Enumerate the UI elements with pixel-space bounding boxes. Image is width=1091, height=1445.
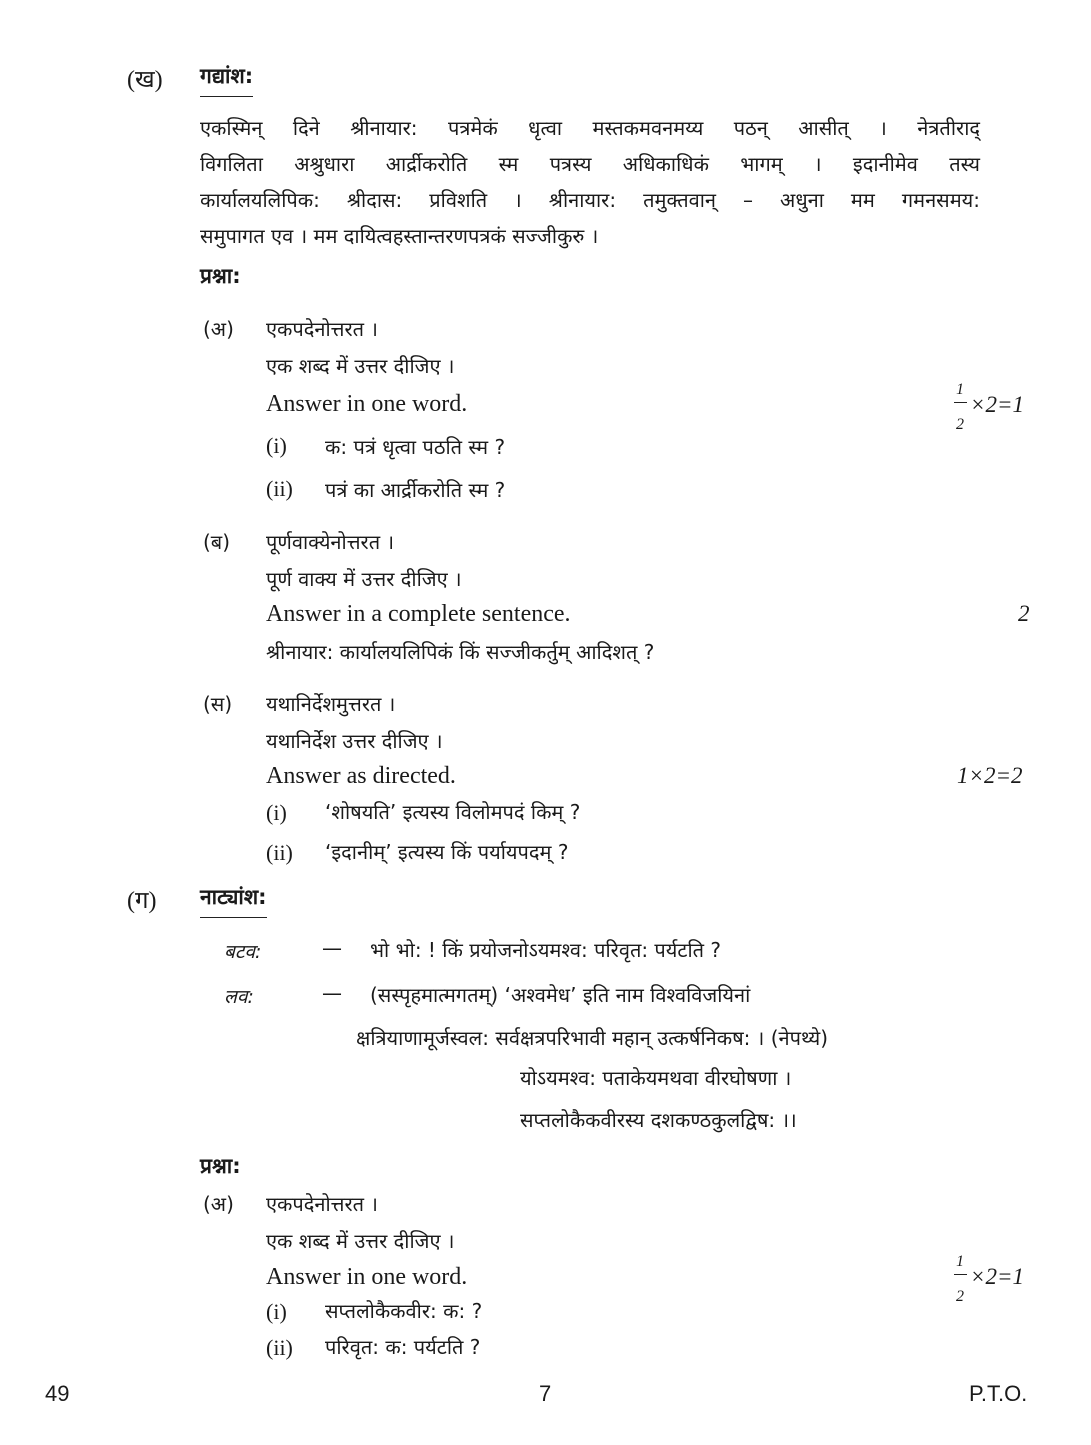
question-item: ‘शोषयति’ इत्यस्य विलोमपदं किम् ? [325, 800, 581, 824]
item-number: (ii) [266, 1335, 293, 1360]
dialogue-dash: — [322, 936, 342, 960]
item-number: (ii) [266, 476, 293, 501]
question-label-b: (ब) [203, 530, 231, 554]
gadyansh-paragraph [200, 110, 980, 254]
instruction-english: Answer in one word. [266, 1264, 468, 1290]
marks-value: 1×2=2 [957, 763, 1023, 788]
instruction-hindi: यथानिर्देश उत्तर दीजिए । [266, 729, 443, 753]
question-label-a: (अ) [203, 317, 234, 341]
question-item: परिवृत: क: पर्यटति ? [325, 1335, 481, 1359]
section-heading-gadyansh: गद्यांश: [200, 62, 253, 97]
speaker-batava: बटव: [224, 941, 262, 963]
paragraph-line: विगलिता अश्रुधारा आर्द्रीकरोति स्म पत्रस्य अधिकाधिकं भागम् । इदानीमेव तस्य [200, 152, 980, 176]
instruction-hindi: एक शब्द में उत्तर दीजिए । [266, 354, 455, 378]
dialogue-line: (सस्पृहमात्मगतम्) ‘अश्वमेध’ इति नाम विश्वविजयिनां [370, 983, 751, 1007]
instruction-sanskrit: एकपदेनोत्तरत । [266, 317, 379, 341]
paper-code: 49 [45, 1381, 70, 1406]
questions-label: प्रश्ना: [200, 264, 241, 288]
item-number: (i) [266, 1299, 287, 1324]
marks-value: 2 [1018, 601, 1030, 626]
fraction-bar [954, 1274, 967, 1275]
marks-denominator: 2 [956, 416, 964, 433]
section-heading-natyansh: नाट्यांश: [200, 883, 267, 918]
fraction-bar [954, 402, 967, 403]
marks-denominator: 2 [956, 1288, 964, 1305]
speaker-lava: लव: [224, 986, 254, 1008]
marks-multiplier: ×2=1 [970, 392, 1025, 417]
verse-line: सप्तलोकैकवीरस्य दशकण्ठकुलद्विष: ।। [520, 1108, 797, 1132]
instruction-sanskrit: एकपदेनोत्तरत । [266, 1192, 379, 1216]
instruction-hindi: एक शब्द में उत्तर दीजिए । [266, 1229, 455, 1253]
dialogue-line: भो भो: ! किं प्रयोजनोऽयमश्व: परिवृत: पर्यटति ? [370, 938, 722, 962]
verse-line: योऽयमश्व: पताकेयमथवा वीरघोषणा । [520, 1066, 792, 1090]
pto-label: P.T.O. [969, 1381, 1028, 1406]
paragraph-line: समुपागत एव । मम दायित्वहस्तान्तरणपत्रकं सज्जीकुरु । [200, 224, 599, 248]
marks-numerator: 1 [956, 1253, 964, 1270]
question-item: सप्तलोकैकवीर: क: ? [325, 1299, 483, 1323]
section-label-ga: (ग) [127, 888, 157, 914]
item-number: (i) [266, 800, 287, 825]
question-label-c: (स) [203, 692, 233, 716]
dialogue-dash: — [322, 981, 342, 1005]
question-item: ‘इदानीम्’ इत्यस्य किं पर्यायपदम् ? [325, 840, 569, 864]
marks-numerator: 1 [956, 381, 964, 398]
paragraph-line: कार्यालयलिपिक: श्रीदास: प्रविशति । श्रीनायार: तमुक्तवान् – अधुना मम गमनसमय: [200, 188, 980, 212]
instruction-english: Answer as directed. [266, 763, 456, 789]
instruction-sanskrit: यथानिर्देशमुत्तरत । [266, 692, 396, 716]
item-number: (ii) [266, 840, 293, 865]
instruction-hindi: पूर्ण वाक्य में उत्तर दीजिए । [266, 567, 462, 591]
question-item: क: पत्रं धृत्वा पठति स्म ? [325, 435, 506, 459]
instruction-english: Answer in a complete sentence. [266, 601, 571, 627]
item-number: (i) [266, 433, 287, 458]
questions-label: प्रश्ना: [200, 1154, 241, 1178]
instruction-english: Answer in one word. [266, 391, 468, 417]
question-item: श्रीनायार: कार्यालयलिपिकं किं सज्जीकर्तुम् आदिशत् ? [266, 640, 655, 664]
question-item: पत्रं का आर्द्रीकरोति स्म ? [325, 478, 506, 502]
section-label-kha: (ख) [127, 67, 163, 93]
instruction-sanskrit: पूर्णवाक्येनोत्तरत । [266, 530, 395, 554]
paragraph-line: एकस्मिन् दिने श्रीनायार: पत्रमेकं धृत्वा मस्तकमवनमय्य पठन् आसीत् । नेत्रतीराद् [200, 116, 980, 140]
marks-multiplier: ×2=1 [970, 1264, 1025, 1289]
question-label-a: (अ) [203, 1192, 234, 1216]
page-number: 7 [539, 1381, 552, 1406]
verse-line: क्षत्रियाणामूर्जस्वल: सर्वक्षत्रपरिभावी महान् उत्कर्षनिकष: । (नेपथ्ये) [356, 1026, 829, 1050]
